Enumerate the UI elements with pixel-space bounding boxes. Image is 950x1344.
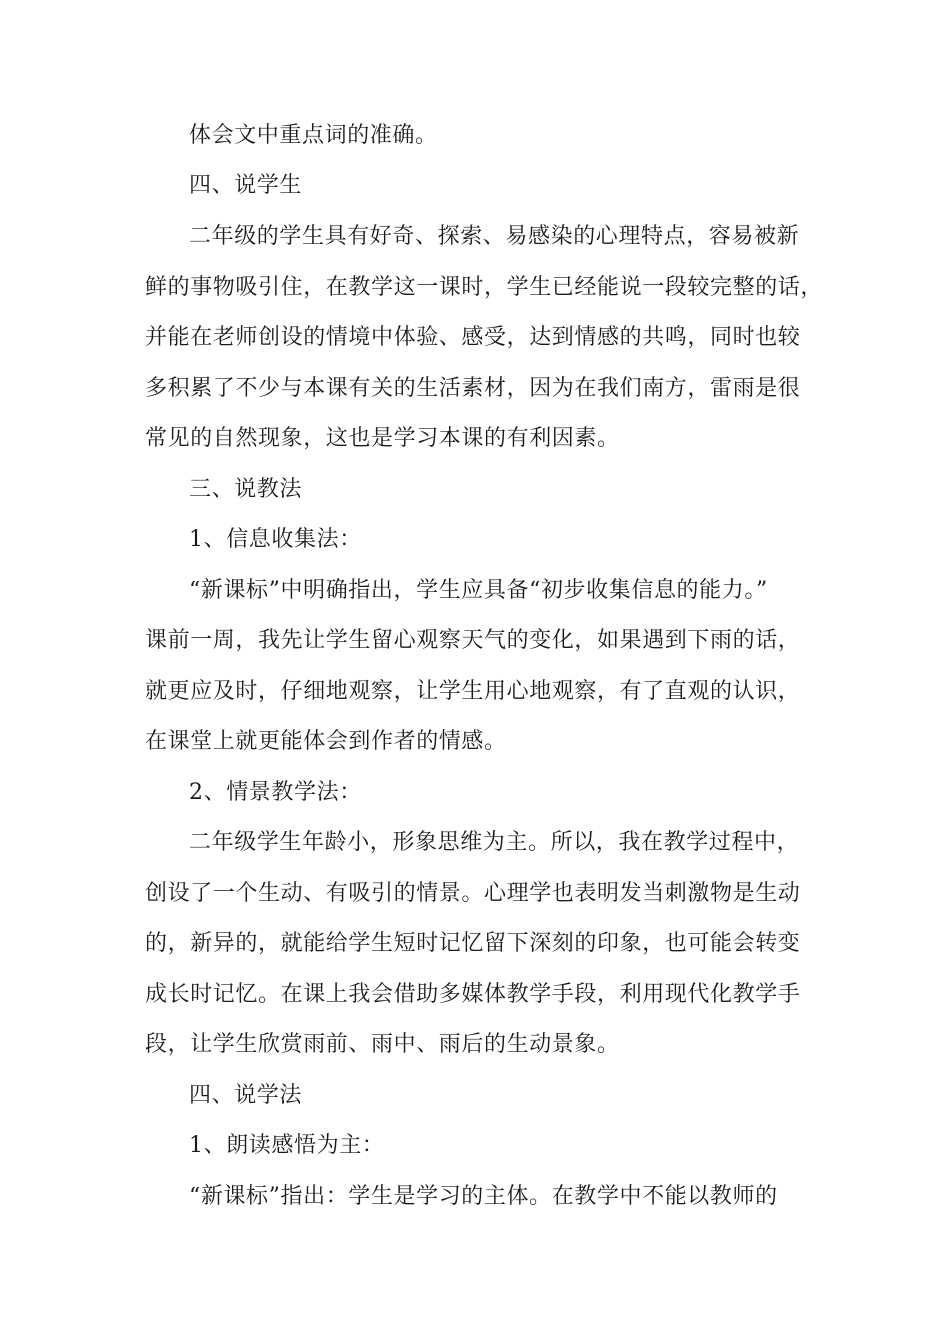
text-line: 段，让学生欣赏雨前、雨中、雨后的生动景象。 [145, 1032, 620, 1057]
text-line: 常见的自然现象，这也是学习本课的有利因素。 [145, 426, 620, 451]
text-line: 多积累了不少与本课有关的生活素材，因为在我们南方，雷雨是很 [145, 376, 801, 401]
text-line: 二年级的学生具有好奇、探索、易感染的心理特点，容易被新 [189, 224, 800, 249]
text-line: 并能在老师创设的情境中体验、感受，达到情感的共鸣，同时也较 [145, 325, 801, 350]
text-line: 二年级学生年龄小，形象思维为主。所以，我在教学过程中， [189, 830, 800, 855]
text-line: 课前一周，我先让学生留心观察天气的变化，如果遇到下雨的话， [145, 628, 801, 653]
text-line: “新课标”指出：学生是学习的主体。在教学中不能以教师的 [189, 1184, 778, 1209]
section-heading: 三、说教法 [189, 477, 303, 502]
subsection-heading: 2、情景教学法： [189, 780, 362, 805]
subsection-heading: 1、朗读感悟为主： [189, 1133, 385, 1158]
section-heading: 四、说学生 [189, 173, 303, 198]
text-line: 在课堂上就更能体会到作者的情感。 [145, 729, 507, 754]
text-line: 就更应及时，仔细地观察，让学生用心地观察，有了直观的认识， [145, 679, 801, 704]
text-line: 成长时记忆。在课上我会借助多媒体教学手段，利用现代化教学手 [145, 982, 801, 1007]
text-line: 体会文中重点词的准确。 [189, 123, 438, 148]
text-line: 创设了一个生动、有吸引的情景。心理学也表明发当刺激物是生动 [145, 881, 801, 906]
subsection-heading: 1、信息收集法： [189, 527, 362, 552]
text-line: “新课标”中明确指出，学生应具备“初步收集信息的能力。” [189, 578, 768, 603]
text-line: 鲜的事物吸引住，在教学这一课时，学生已经能说一段较完整的话， [145, 275, 824, 300]
text-line: 的，新异的，就能给学生短时记忆留下深刻的印象，也可能会转变 [145, 931, 801, 956]
section-heading: 四、说学法 [189, 1083, 303, 1108]
